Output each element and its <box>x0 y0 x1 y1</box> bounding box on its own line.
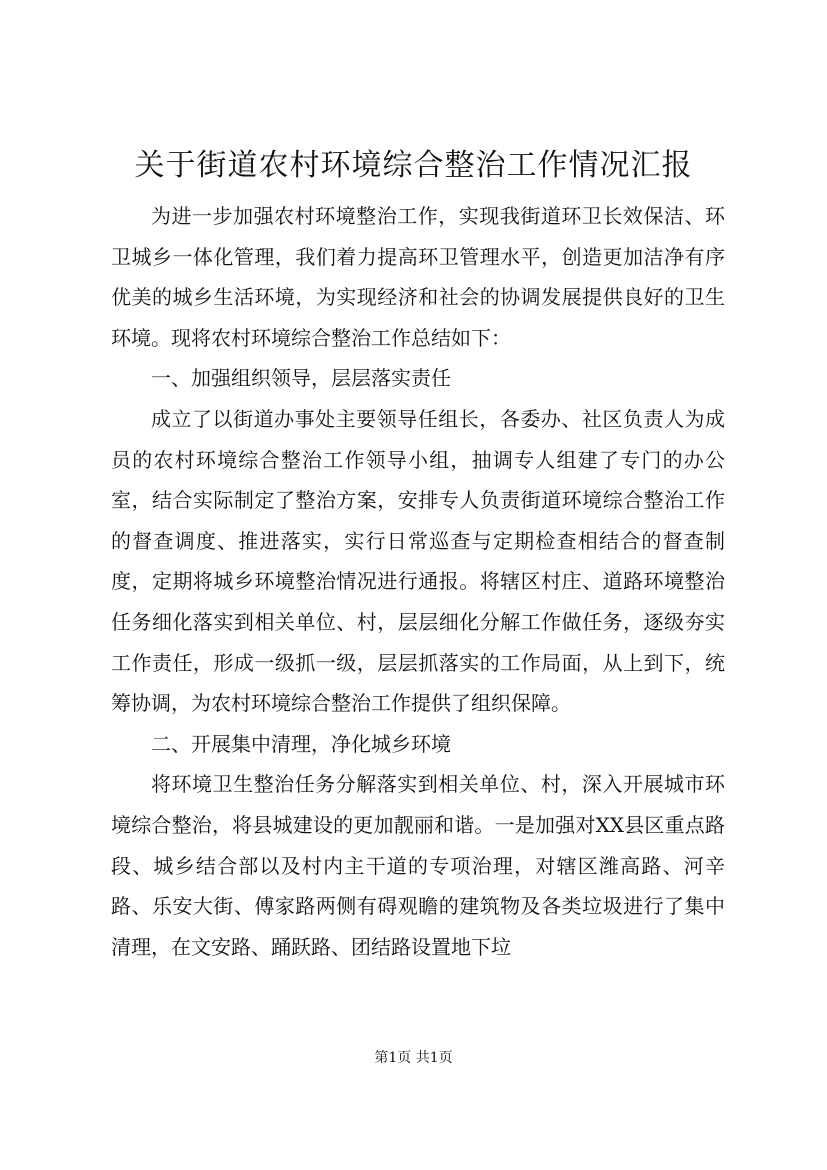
document-body <box>111 196 725 967</box>
intro-paragraph: 为进一步加强农村环境整治工作，实现我街道环卫长效保洁、环卫城乡一体化管理，我们着力提高环卫管理水平，创造更加洁净有序优美的城乡生活环境，为实现经济和社会的协调发展提供良好的卫生环境。现将农村环境综合整治工作总结如下： <box>111 204 725 350</box>
section-heading-2: 二、开展集中清理，净化城乡环境 <box>151 731 451 756</box>
section-2-paragraph: 将环境卫生整治任务分解落实到相关单位、村，深入开展城市环境综合整治，将县城建设的更加靓丽和谐。一是加强对XX县区重点路段、城乡结合部以及村内主干道的专项治理，对辖区潍高路、河辛路、乐安大街、傅家路两侧有碍观瞻的建筑物及各类垃圾进行了集中清理，在文安路、踊跃路、团结路设置地下垃 <box>111 772 725 959</box>
document-title: 关于街道农村环境综合整治工作情况汇报 <box>134 148 693 183</box>
page-number-footer: 第1页 共1页 <box>374 1050 453 1066</box>
section-heading-1: 一、加强组织领导，层层落实责任 <box>151 366 451 391</box>
section-1-paragraph: 成立了以街道办事处主要领导任组长，各委办、社区负责人为成员的农村环境综合整治工作领导小组，抽调专人组建了专门的办公室，结合实际制定了整治方案，安排专人负责街道环境综合整治工作的督查调度、推进落实，实行日常巡查与定期检查相结合的督查制度，定期将城乡环境整治情况进行通报。将辖区村庄、道路环境整治任务细化落实到相关单位、村，层层细化分解工作做任务，逐级夯实工作责任，形成一级抓一级，层层抓落实的工作局面，从上到下，统筹协调，为农村环境综合整治工作提供了组织保障。 <box>111 406 725 716</box>
